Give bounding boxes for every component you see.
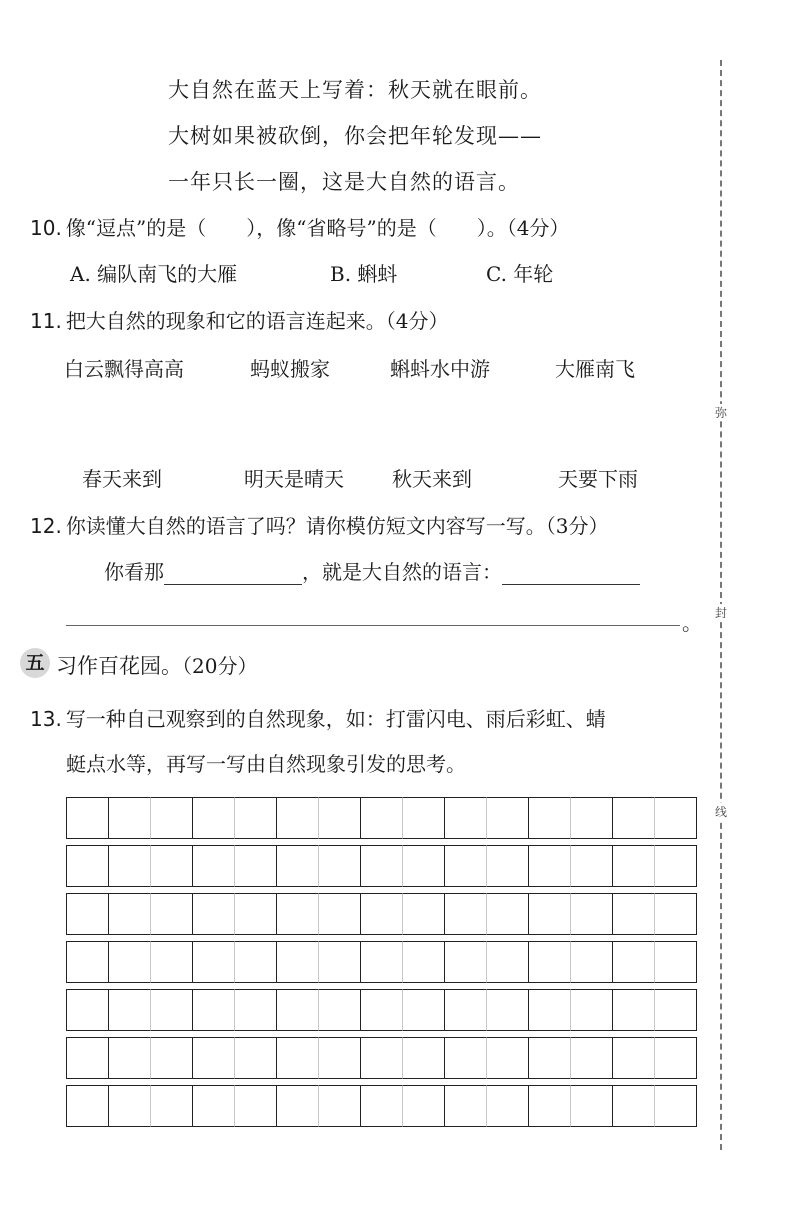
grid-cell[interactable] bbox=[151, 797, 193, 839]
grid-cell[interactable] bbox=[655, 797, 697, 839]
q10-option-c[interactable]: C. 年轮 bbox=[486, 262, 554, 286]
question-text: 写一种自己观察到的自然现象，如：打雷闪电、雨后彩虹、蜻 bbox=[65, 707, 606, 731]
grid-cell[interactable] bbox=[655, 845, 697, 887]
grid-cell[interactable] bbox=[403, 989, 445, 1031]
grid-cell[interactable] bbox=[277, 1037, 319, 1079]
grid-cell[interactable] bbox=[319, 797, 361, 839]
section-heading bbox=[56, 650, 257, 680]
grid-cell[interactable] bbox=[319, 1037, 361, 1079]
grid-cell[interactable] bbox=[361, 1037, 403, 1079]
grid-cell[interactable] bbox=[235, 797, 277, 839]
grid-cell[interactable] bbox=[445, 989, 487, 1031]
grid-cell[interactable] bbox=[361, 845, 403, 887]
grid-row bbox=[66, 989, 697, 1031]
grid-cell[interactable] bbox=[67, 1085, 109, 1127]
grid-row bbox=[66, 893, 697, 935]
grid-cell[interactable] bbox=[571, 1085, 613, 1127]
grid-cell[interactable] bbox=[319, 989, 361, 1031]
language-item[interactable]: 天要下雨 bbox=[558, 467, 638, 491]
question-text: 把大自然的现象和它的语言连起来。（4分） bbox=[65, 309, 449, 333]
grid-cell[interactable] bbox=[445, 845, 487, 887]
grid-cell[interactable] bbox=[403, 845, 445, 887]
grid-cell[interactable] bbox=[571, 989, 613, 1031]
grid-row bbox=[66, 1037, 697, 1079]
grid-cell[interactable] bbox=[613, 797, 655, 839]
grid-cell[interactable] bbox=[361, 797, 403, 839]
q12-fill-line bbox=[104, 556, 640, 585]
grid-row bbox=[66, 941, 697, 983]
grid-cell[interactable] bbox=[151, 845, 193, 887]
question-number: 10. bbox=[30, 216, 62, 240]
grid-cell[interactable] bbox=[67, 797, 109, 839]
grid-cell[interactable] bbox=[151, 893, 193, 935]
q12-blank-2[interactable] bbox=[502, 562, 640, 585]
grid-cell[interactable] bbox=[487, 1037, 529, 1079]
phenomenon-item[interactable]: 大雁南飞 bbox=[555, 357, 635, 381]
q12-end-mark: 。 bbox=[682, 611, 702, 635]
grid-cell[interactable] bbox=[277, 941, 319, 983]
grid-cell[interactable] bbox=[487, 941, 529, 983]
question-number: 11. bbox=[30, 309, 62, 333]
grid-cell[interactable] bbox=[235, 845, 277, 887]
grid-row bbox=[66, 845, 697, 887]
grid-cell[interactable] bbox=[613, 989, 655, 1031]
grid-cell[interactable] bbox=[277, 1085, 319, 1127]
seal-label: 封 bbox=[712, 604, 730, 621]
grid-cell[interactable] bbox=[445, 941, 487, 983]
grid-cell[interactable] bbox=[277, 845, 319, 887]
question-12 bbox=[30, 510, 609, 539]
grid-row bbox=[66, 1085, 697, 1127]
grid-cell[interactable] bbox=[319, 845, 361, 887]
q10-option-a[interactable]: A. 编队南飞的大雁 bbox=[70, 262, 238, 286]
section-score: （20分） bbox=[182, 654, 258, 678]
grid-cell[interactable] bbox=[109, 845, 151, 887]
grid-cell[interactable] bbox=[235, 893, 277, 935]
grid-cell[interactable] bbox=[109, 1085, 151, 1127]
grid-cell[interactable] bbox=[193, 893, 235, 935]
grid-cell[interactable] bbox=[613, 941, 655, 983]
grid-cell[interactable] bbox=[655, 1037, 697, 1079]
question-13-continued: 蜓点水等，再写一写由自然现象引发的思考。 bbox=[66, 752, 466, 776]
grid-cell[interactable] bbox=[193, 845, 235, 887]
grid-cell[interactable] bbox=[655, 989, 697, 1031]
grid-cell[interactable] bbox=[109, 989, 151, 1031]
grid-cell[interactable] bbox=[655, 893, 697, 935]
poem-line-3: 一年只长一圈，这是大自然的语言。 bbox=[168, 170, 520, 194]
grid-cell[interactable] bbox=[151, 989, 193, 1031]
q12-prefix: 你看那 bbox=[104, 560, 164, 584]
question-text: 你读懂大自然的语言了吗？请你模仿短文内容写一写。（3分） bbox=[65, 514, 609, 538]
section-badge: 五 bbox=[20, 648, 50, 678]
grid-cell[interactable] bbox=[655, 941, 697, 983]
grid-cell[interactable] bbox=[361, 893, 403, 935]
grid-cell[interactable] bbox=[193, 989, 235, 1031]
grid-cell[interactable] bbox=[529, 797, 571, 839]
grid-cell[interactable] bbox=[487, 797, 529, 839]
grid-cell[interactable] bbox=[151, 1085, 193, 1127]
grid-cell[interactable] bbox=[109, 893, 151, 935]
language-item[interactable]: 春天来到 bbox=[82, 467, 162, 491]
phenomenon-item[interactable]: 白云飘得高高 bbox=[64, 357, 184, 381]
grid-cell[interactable] bbox=[445, 893, 487, 935]
question-number: 13. bbox=[30, 707, 62, 731]
grid-cell[interactable] bbox=[403, 797, 445, 839]
question-number: 12. bbox=[30, 514, 62, 538]
language-item[interactable]: 明天是晴天 bbox=[244, 467, 344, 491]
grid-cell[interactable] bbox=[571, 893, 613, 935]
grid-cell[interactable] bbox=[403, 893, 445, 935]
grid-cell[interactable] bbox=[403, 941, 445, 983]
grid-cell[interactable] bbox=[193, 1037, 235, 1079]
grid-cell[interactable] bbox=[235, 1085, 277, 1127]
grid-cell[interactable] bbox=[487, 989, 529, 1031]
grid-cell[interactable] bbox=[529, 989, 571, 1031]
grid-cell[interactable] bbox=[613, 1037, 655, 1079]
grid-cell[interactable] bbox=[67, 1037, 109, 1079]
question-text: 像“逗点”的是（ ），像“省略号”的是（ ）。（4分） bbox=[65, 216, 570, 240]
question-13 bbox=[30, 703, 606, 732]
grid-cell[interactable] bbox=[235, 941, 277, 983]
grid-cell[interactable] bbox=[613, 893, 655, 935]
grid-cell[interactable] bbox=[529, 941, 571, 983]
grid-cell[interactable] bbox=[151, 1037, 193, 1079]
grid-cell[interactable] bbox=[655, 1085, 697, 1127]
q10-option-b[interactable]: B. 蝌蚪 bbox=[330, 262, 398, 286]
grid-cell[interactable] bbox=[319, 1085, 361, 1127]
q12-blank-1[interactable] bbox=[164, 562, 302, 585]
grid-cell[interactable] bbox=[109, 797, 151, 839]
grid-cell[interactable] bbox=[235, 1037, 277, 1079]
grid-cell[interactable] bbox=[361, 941, 403, 983]
grid-cell[interactable] bbox=[403, 1085, 445, 1127]
q12-blank-3[interactable] bbox=[66, 625, 680, 626]
grid-cell[interactable] bbox=[235, 989, 277, 1031]
grid-cell[interactable] bbox=[193, 797, 235, 839]
grid-cell[interactable] bbox=[613, 845, 655, 887]
grid-cell[interactable] bbox=[487, 845, 529, 887]
section-title: 习作百花园。 bbox=[56, 654, 182, 678]
grid-cell[interactable] bbox=[571, 845, 613, 887]
grid-cell[interactable] bbox=[487, 893, 529, 935]
grid-cell[interactable] bbox=[67, 989, 109, 1031]
grid-cell[interactable] bbox=[67, 941, 109, 983]
seal-label: 弥 bbox=[712, 404, 730, 421]
grid-cell[interactable] bbox=[109, 941, 151, 983]
seal-label: 线 bbox=[712, 803, 730, 820]
question-11 bbox=[30, 305, 449, 334]
phenomenon-item[interactable]: 蚂蚁搬家 bbox=[250, 357, 330, 381]
grid-cell[interactable] bbox=[109, 1037, 151, 1079]
grid-cell[interactable] bbox=[613, 1085, 655, 1127]
grid-cell[interactable] bbox=[277, 797, 319, 839]
question-10 bbox=[30, 212, 569, 241]
grid-cell[interactable] bbox=[529, 1037, 571, 1079]
grid-cell[interactable] bbox=[361, 1085, 403, 1127]
poem-line-1: 大自然在蓝天上写着：秋天就在眼前。 bbox=[168, 78, 542, 102]
grid-cell[interactable] bbox=[529, 1085, 571, 1127]
grid-cell[interactable] bbox=[487, 1085, 529, 1127]
grid-cell[interactable] bbox=[403, 1037, 445, 1079]
grid-cell[interactable] bbox=[67, 845, 109, 887]
grid-cell[interactable] bbox=[445, 1037, 487, 1079]
grid-cell[interactable] bbox=[151, 941, 193, 983]
grid-cell[interactable] bbox=[193, 1085, 235, 1127]
grid-cell[interactable] bbox=[571, 941, 613, 983]
grid-cell[interactable] bbox=[529, 845, 571, 887]
grid-cell[interactable] bbox=[529, 893, 571, 935]
grid-cell[interactable] bbox=[277, 893, 319, 935]
q12-middle: ，就是大自然的语言： bbox=[302, 560, 502, 584]
grid-cell[interactable] bbox=[361, 989, 403, 1031]
grid-cell[interactable] bbox=[319, 941, 361, 983]
poem-line-2: 大树如果被砍倒，你会把年轮发现—— bbox=[168, 124, 542, 148]
grid-cell[interactable] bbox=[571, 1037, 613, 1079]
grid-row bbox=[66, 797, 697, 839]
phenomenon-item[interactable]: 蝌蚪水中游 bbox=[390, 357, 490, 381]
grid-cell[interactable] bbox=[445, 1085, 487, 1127]
grid-cell[interactable] bbox=[319, 893, 361, 935]
grid-cell[interactable] bbox=[445, 797, 487, 839]
grid-cell[interactable] bbox=[277, 989, 319, 1031]
language-item[interactable]: 秋天来到 bbox=[392, 467, 472, 491]
grid-cell[interactable] bbox=[193, 941, 235, 983]
grid-cell[interactable] bbox=[67, 893, 109, 935]
grid-cell[interactable] bbox=[571, 797, 613, 839]
